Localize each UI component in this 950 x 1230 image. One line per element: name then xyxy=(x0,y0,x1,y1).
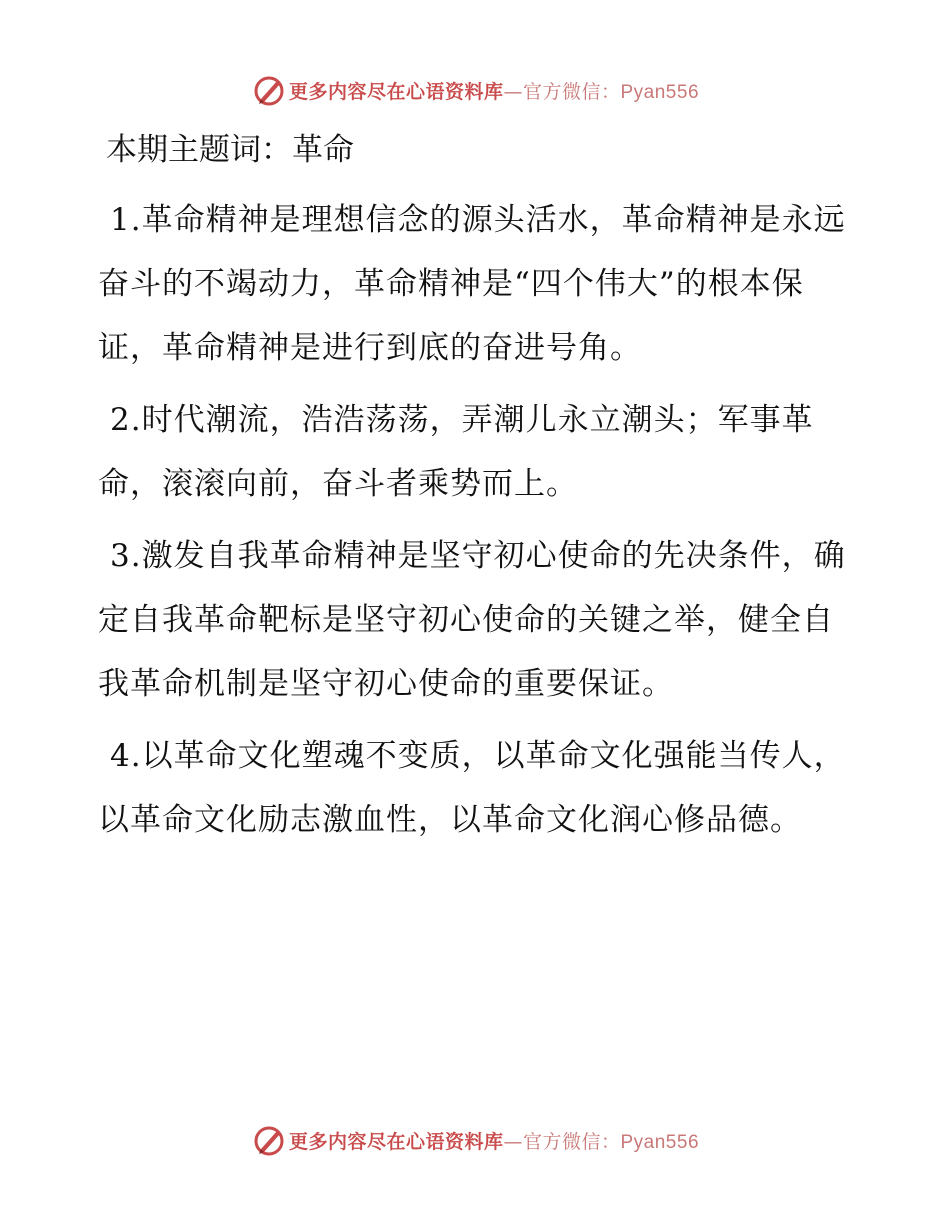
paragraph-1 xyxy=(98,188,858,380)
paragraph-number: 4. xyxy=(110,738,142,774)
paragraph-4 xyxy=(98,724,858,852)
watermark-main: 更多内容尽在心语资料库 xyxy=(288,80,504,103)
watermark-sub: —官方微信： xyxy=(503,80,621,103)
watermark-text xyxy=(289,1127,699,1154)
topic-heading: 本期主题词：革命 xyxy=(106,132,354,168)
paragraph-text: 时代潮流，浩浩荡荡，弄潮儿永立潮头；军事革命，滚滚向前，奋斗者乘势而上。 xyxy=(98,402,814,502)
paragraph-text: 革命精神是理想信念的源头活水，革命精神是永远奋斗的不竭动力，革命精神是“四个伟大”的根本保证，革命精神是进行到底的奋进号角。 xyxy=(98,202,846,366)
paragraph-text: 激发自我革命精神是坚守初心使命的先决条件，确定自我革命靶标是坚守初心使命的关键之举，健全自我革命机制是坚守初心使命的重要保证。 xyxy=(98,538,846,702)
paragraph-number: 1. xyxy=(110,202,142,238)
document-body xyxy=(98,120,858,860)
paragraph-number: 3. xyxy=(110,538,142,574)
pen-circle-logo-icon xyxy=(251,72,287,108)
paragraph-3 xyxy=(98,524,858,716)
footer-watermark xyxy=(0,1122,950,1158)
paragraph-text: 以革命文化塑魂不变质，以革命文化强能当传人，以革命文化励志激血性，以革命文化润心修品德。 xyxy=(98,738,846,838)
watermark-id: Pyan556 xyxy=(620,1131,700,1153)
watermark-sub: —官方微信： xyxy=(503,1130,621,1153)
pen-circle-logo-icon xyxy=(251,1122,287,1158)
header-watermark xyxy=(0,72,950,108)
paragraph-number: 2. xyxy=(110,402,142,438)
watermark-text xyxy=(289,77,699,104)
watermark-id: Pyan556 xyxy=(620,81,700,103)
watermark-main: 更多内容尽在心语资料库 xyxy=(288,1130,504,1153)
paragraph-2 xyxy=(98,388,858,516)
